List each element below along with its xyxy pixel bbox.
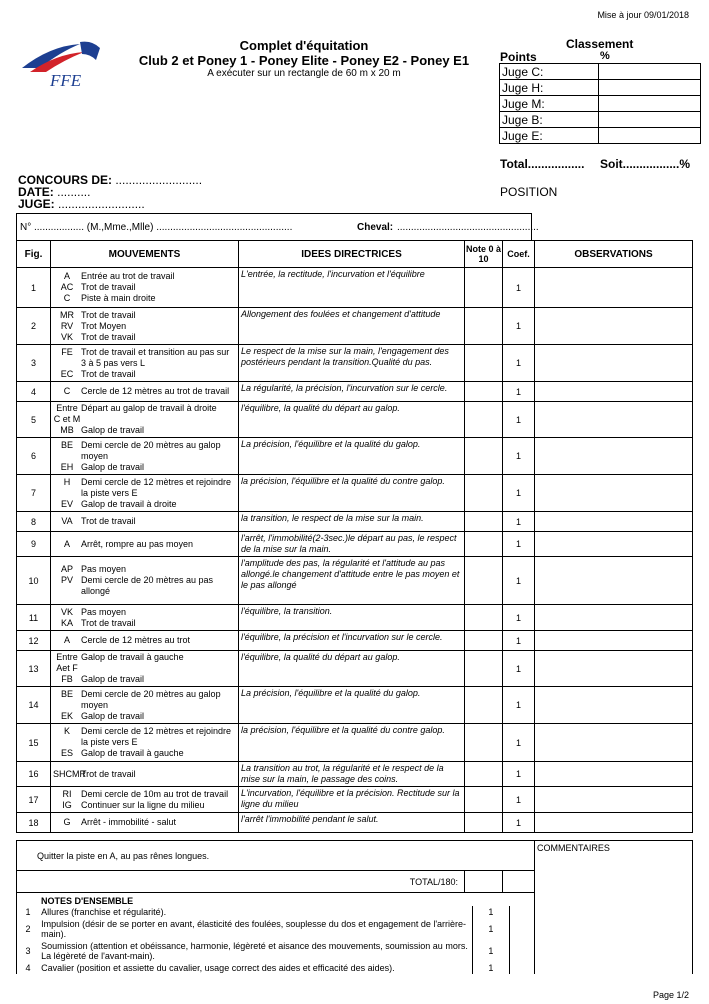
table-row xyxy=(17,345,693,382)
summary-table xyxy=(16,840,693,974)
coef-cell: 1 xyxy=(503,345,535,382)
observations-cell[interactable] xyxy=(535,557,693,605)
table-row xyxy=(17,402,693,438)
movement-text: Galop de travail à gauche xyxy=(81,748,184,758)
movement-cell xyxy=(51,631,239,651)
col-coef: Coef. xyxy=(503,241,535,268)
movement-letter: EV xyxy=(60,498,73,509)
idees-directrices: la transition, le respect de la mise sur la main. xyxy=(239,512,465,532)
movement-letter: MB xyxy=(60,425,74,435)
table-row xyxy=(17,813,693,833)
percent-label: % xyxy=(600,50,610,62)
movement-text: Demi cercle de 10m au trot de travail xyxy=(81,788,229,799)
page-number: Page 1/2 xyxy=(652,990,689,1000)
note-number: 2 xyxy=(25,924,31,934)
movement-letter: AC xyxy=(60,282,74,292)
movement-letter: MR xyxy=(60,309,74,320)
movement-text: Cercle de 12 mètres au trot xyxy=(81,635,191,645)
note-cell[interactable] xyxy=(465,475,503,512)
note-row xyxy=(17,962,534,974)
note-cell[interactable] xyxy=(465,512,503,532)
idees-directrices: La régularité, la précision, l'incurvation sur le cercle. xyxy=(239,382,465,402)
judge-label: Juge B: xyxy=(500,112,599,128)
fig-number: 14 xyxy=(17,687,51,724)
movement-letter: Entre Aet F xyxy=(56,652,78,673)
note-cell[interactable] xyxy=(465,724,503,762)
movement-letter: SHCMR xyxy=(53,768,86,779)
movement-letter: G xyxy=(63,817,71,827)
idees-directrices: la précision, l'équilibre et la qualité du contre galop. xyxy=(239,475,465,512)
note-coef: 1 xyxy=(472,906,510,918)
movement-text: Trot de travail xyxy=(81,368,136,379)
idees-directrices: L'entrée, la rectitude, l'incurvation et l'équilibre xyxy=(239,268,465,308)
judge-label: Juge E: xyxy=(500,128,599,144)
note-cell[interactable] xyxy=(465,382,503,402)
idees-directrices: la précision, l'équilibre et la qualité du contre galop. xyxy=(239,724,465,762)
note-number: 3 xyxy=(25,946,31,956)
movement-text: Continuer sur la ligne du milieu xyxy=(81,799,205,810)
note-score-cell[interactable] xyxy=(510,918,534,940)
col-mouvements: MOUVEMENTS xyxy=(51,241,239,268)
coef-cell: 1 xyxy=(503,631,535,651)
movement-text: Galop de travail à droite xyxy=(81,498,177,509)
fig-number: 1 xyxy=(17,268,51,308)
movement-text: Pas moyen xyxy=(81,606,127,617)
movement-cell xyxy=(51,787,239,813)
movement-text: Trot de travail xyxy=(81,768,136,779)
idees-directrices: L'incurvation, l'équilibre et la précision. Rectitude sur la ligne du milieu xyxy=(239,787,465,813)
notes-list xyxy=(17,906,534,974)
table-row xyxy=(17,651,693,687)
coef-cell: 1 xyxy=(503,557,535,605)
fig-number: 9 xyxy=(17,532,51,557)
idees-directrices: l'arrêt, l'immobilité(2-3sec.)le départ au pas, le respect de la mise sur la main. xyxy=(239,532,465,557)
table-row xyxy=(17,724,693,762)
movement-cell xyxy=(51,532,239,557)
juge-field: JUGE: .......................... xyxy=(18,197,145,211)
movement-letter: C xyxy=(63,293,71,303)
note-score-cell[interactable] xyxy=(510,962,534,974)
position-label: POSITION xyxy=(500,185,558,199)
note-text: Cavalier (position et assiette du cavalier, usage correct des aides et efficacité des aides). xyxy=(39,962,472,974)
movement-cell xyxy=(51,268,239,308)
movement-text: Galop de travail xyxy=(81,461,145,472)
coef-cell: 1 xyxy=(503,268,535,308)
coef-cell: 1 xyxy=(503,687,535,724)
movement-text: Demi cercle de 20 mètres au galop moyen xyxy=(81,439,221,461)
movement-letter: FB xyxy=(61,674,73,684)
movement-text: Trot de travail xyxy=(81,516,136,526)
movement-letter: A xyxy=(63,271,70,281)
fig-number: 5 xyxy=(17,402,51,438)
movement-cell xyxy=(51,651,239,687)
note-score-cell[interactable] xyxy=(510,906,534,918)
movement-letter: VK xyxy=(60,331,73,342)
table-row xyxy=(17,557,693,605)
movement-cell xyxy=(51,724,239,762)
total-note-cell[interactable] xyxy=(465,871,503,893)
note-cell[interactable] xyxy=(465,532,503,557)
idees-directrices: La précision, l'équilibre et la qualité du galop. xyxy=(239,438,465,475)
note-cell[interactable] xyxy=(465,762,503,787)
observations-cell[interactable] xyxy=(535,532,693,557)
rider-line xyxy=(16,213,539,241)
idees-directrices: l'équilibre, la qualité du départ au galop. xyxy=(239,651,465,687)
observations-cell[interactable] xyxy=(535,308,693,345)
note-cell[interactable] xyxy=(465,651,503,687)
idees-directrices: La précision, l'équilibre et la qualité du galop. xyxy=(239,687,465,724)
total-180-label: TOTAL/180: xyxy=(17,871,465,893)
idees-directrices: l'équilibre, la transition. xyxy=(239,605,465,631)
ffe-logo xyxy=(20,38,112,90)
movement-text: Départ au galop de travail à droite xyxy=(81,403,217,413)
fig-number: 3 xyxy=(17,345,51,382)
note-row xyxy=(17,918,534,940)
fig-number: 17 xyxy=(17,787,51,813)
coef-cell: 1 xyxy=(503,382,535,402)
fig-number: 18 xyxy=(17,813,51,833)
movement-text: Trot de travail xyxy=(81,331,136,342)
table-row xyxy=(17,308,693,345)
col-observations: OBSERVATIONS xyxy=(535,241,693,268)
movement-letter: BE xyxy=(60,688,73,699)
note-score-cell[interactable] xyxy=(510,940,534,962)
movement-text: Galop de travail xyxy=(81,674,145,684)
movement-letter: VK xyxy=(60,606,73,617)
note-cell[interactable] xyxy=(465,438,503,475)
table-row xyxy=(17,382,693,402)
coef-cell: 1 xyxy=(503,532,535,557)
movement-text: Demi cercle de 20 mètres au galop moyen xyxy=(81,688,221,710)
coef-cell: 1 xyxy=(503,605,535,631)
classement-label: Classement xyxy=(566,37,634,51)
judge-label: Juge C: xyxy=(500,64,599,80)
observations-cell[interactable] xyxy=(535,787,693,813)
movement-cell xyxy=(51,557,239,605)
movement-text: Demi cercle de 12 mètres et rejoindre la piste vers E xyxy=(81,476,232,498)
note-cell[interactable] xyxy=(465,557,503,605)
note-number: 4 xyxy=(25,963,31,973)
cheval-field: ................................................... xyxy=(397,222,539,233)
table-row xyxy=(17,631,693,651)
movement-text: Arrêt - immobilité - salut xyxy=(81,817,177,827)
note-row xyxy=(17,906,534,918)
note-cell[interactable] xyxy=(465,345,503,382)
table-row xyxy=(17,268,693,308)
idees-directrices: La transition au trot, la régularité et le respect de la mise sur la main, le passage des coins. xyxy=(239,762,465,787)
fig-number: 7 xyxy=(17,475,51,512)
note-cell[interactable] xyxy=(465,787,503,813)
fig-number: 2 xyxy=(17,308,51,345)
logo-text: FFE xyxy=(50,71,82,90)
idees-directrices: l'équilibre, la qualité du départ au galop. xyxy=(239,402,465,438)
movement-text: Pas moyen xyxy=(81,564,127,574)
movement-text: Trot de travail xyxy=(81,617,136,628)
idees-directrices: l'équilibre, la précision et l'incurvation sur le cercle. xyxy=(239,631,465,651)
notes-ensemble xyxy=(17,893,535,975)
movement-cell xyxy=(51,438,239,475)
fig-number: 13 xyxy=(17,651,51,687)
movement-letter: PV xyxy=(60,575,73,585)
coef-cell: 1 xyxy=(503,475,535,512)
table-row xyxy=(17,512,693,532)
movement-cell xyxy=(51,308,239,345)
observations-cell[interactable] xyxy=(535,724,693,762)
movement-letter: ES xyxy=(60,748,73,758)
coef-cell: 1 xyxy=(503,724,535,762)
title-arena: A exécuter sur un rectangle de 60 m x 20 m xyxy=(207,68,401,79)
movement-cell xyxy=(51,813,239,833)
idees-directrices: Le respect de la mise sur la main, l'engagement des postérieurs pendant la transition.Qualité du pas. xyxy=(239,345,465,382)
movement-text: Trot de travail et transition au pas sur 3 à 5 pas vers L xyxy=(81,346,230,368)
note-coef: 1 xyxy=(472,940,510,962)
fig-number: 12 xyxy=(17,631,51,651)
movement-text: Trot de travail xyxy=(81,282,136,292)
idees-directrices: l'amplitude des pas, la régularité et l'attitude au pas allongé.le changement d'attitude entre le pas moyen et le pas allongé xyxy=(239,557,465,605)
table-row xyxy=(17,687,693,724)
fig-number: 15 xyxy=(17,724,51,762)
fig-number: 16 xyxy=(17,762,51,787)
idees-directrices: Allongement des foulées et changement d'attitude xyxy=(239,308,465,345)
coef-cell: 1 xyxy=(503,651,535,687)
movement-cell xyxy=(51,345,239,382)
movement-text: Galop de travail xyxy=(81,710,145,721)
note-cell[interactable] xyxy=(465,813,503,833)
movement-text: Trot Moyen xyxy=(81,320,127,331)
movement-letter: EH xyxy=(60,461,74,472)
col-fig: Fig. xyxy=(17,241,51,268)
idees-directrices: l'arrêt l'immobilité pendant le salut. xyxy=(239,813,465,833)
movement-text: Demi cercle de 20 mètres au pas allongé xyxy=(81,575,214,596)
fig-number: 6 xyxy=(17,438,51,475)
coef-cell: 1 xyxy=(503,512,535,532)
col-idees: IDEES DIRECTRICES xyxy=(239,241,465,268)
fig-number: 11 xyxy=(17,605,51,631)
judge-score[interactable] xyxy=(599,112,701,128)
movement-cell xyxy=(51,402,239,438)
movement-text: Piste à main droite xyxy=(81,293,156,303)
soit-label: Soit.................% xyxy=(600,157,691,171)
observations-cell[interactable] xyxy=(535,512,693,532)
note-number: 1 xyxy=(25,907,31,917)
judge-label: Juge M: xyxy=(500,96,599,112)
total-label: Total................. xyxy=(500,157,585,171)
table-row xyxy=(17,787,693,813)
coef-cell: 1 xyxy=(503,787,535,813)
observations-cell[interactable] xyxy=(535,605,693,631)
movement-letter: VA xyxy=(61,516,73,526)
table-row xyxy=(17,532,693,557)
movement-letter: AP xyxy=(60,564,73,574)
observations-cell[interactable] xyxy=(535,382,693,402)
movement-text: Cercle de 12 mètres au trot de travail xyxy=(81,386,230,396)
movement-letter: RV xyxy=(60,320,74,331)
note-cell[interactable] xyxy=(465,605,503,631)
comments-label: COMMENTAIRES xyxy=(537,843,610,853)
title-main: Complet d'équitation xyxy=(239,38,369,53)
movement-text: Entrée au trot de travail xyxy=(81,271,175,281)
fig-number: 8 xyxy=(17,512,51,532)
movement-text: Galop de travail xyxy=(81,425,145,435)
note-coef: 1 xyxy=(472,962,510,974)
judge-score[interactable] xyxy=(599,128,701,144)
movements-table xyxy=(16,240,693,833)
movement-letter: K xyxy=(63,726,70,736)
movement-letter: EK xyxy=(60,710,73,721)
observations-cell[interactable] xyxy=(535,762,693,787)
movement-text: Galop de travail à gauche xyxy=(81,652,184,662)
note-text: Impulsion (désir de se porter en avant, élasticité des foulées, souplesse du dos et engagement de l'arrière-main). xyxy=(39,918,472,940)
fig-number: 10 xyxy=(17,557,51,605)
observations-cell[interactable] xyxy=(535,402,693,438)
observations-cell[interactable] xyxy=(535,345,693,382)
observations-cell[interactable] xyxy=(535,813,693,833)
note-coef: 1 xyxy=(472,918,510,940)
note-cell[interactable] xyxy=(465,268,503,308)
movement-cell xyxy=(51,382,239,402)
note-row xyxy=(17,940,534,962)
observations-cell[interactable] xyxy=(535,631,693,651)
table-row xyxy=(17,475,693,512)
coef-cell: 1 xyxy=(503,308,535,345)
observations-cell[interactable] xyxy=(535,268,693,308)
coef-cell: 1 xyxy=(503,438,535,475)
movement-letter: A xyxy=(63,635,70,645)
quit-instruction: Quitter la piste en A, au pas rênes longues. xyxy=(17,841,535,871)
judges-table xyxy=(499,63,701,144)
date-field: DATE: .......... xyxy=(18,185,91,199)
table-row xyxy=(17,762,693,787)
movement-letter: BE xyxy=(60,439,73,450)
movement-cell xyxy=(51,687,239,724)
judge-score[interactable] xyxy=(599,80,701,96)
movement-letter: EC xyxy=(60,368,74,379)
movement-letter: IG xyxy=(62,799,72,810)
movement-text: Trot de travail xyxy=(81,309,136,320)
notes-title: NOTES D'ENSEMBLE xyxy=(41,896,134,906)
coef-cell: 1 xyxy=(503,813,535,833)
col-note: Note 0 à 10 xyxy=(465,241,503,268)
judge-score[interactable] xyxy=(599,64,701,80)
movement-cell xyxy=(51,512,239,532)
observations-cell[interactable] xyxy=(535,687,693,724)
movement-text: Arrêt, rompre au pas moyen xyxy=(81,538,194,549)
observations-cell[interactable] xyxy=(535,475,693,512)
note-text: Soumission (attention et obéissance, harmonie, légèreté et aisance des mouvements, soumission au mors. La légèreté de l'avant-main). xyxy=(39,940,472,962)
movement-letter: KA xyxy=(60,617,73,628)
table-row xyxy=(17,605,693,631)
rider-field: N° .................. (M.,Mme.,Mlle) ................................................. xyxy=(20,222,293,233)
title-sub: Club 2 et Poney 1 - Poney Elite - Poney E2 - Poney E1 xyxy=(138,53,470,68)
movement-letter: FE xyxy=(61,346,73,357)
table-row xyxy=(17,438,693,475)
movement-text: Demi cercle de 12 mètres et rejoindre la piste vers E xyxy=(81,726,232,747)
note-cell[interactable] xyxy=(465,402,503,438)
observations-cell[interactable] xyxy=(535,651,693,687)
judge-score[interactable] xyxy=(599,96,701,112)
cheval-label: Cheval: xyxy=(357,222,394,233)
movement-cell xyxy=(51,605,239,631)
movement-cell xyxy=(51,762,239,787)
points-label: Points xyxy=(500,50,537,64)
movement-letter: Entre C et M xyxy=(53,403,81,424)
judge-label: Juge H: xyxy=(500,80,599,96)
note-text: Allures (franchise et régularité). xyxy=(39,906,472,918)
comments-box[interactable] xyxy=(535,841,693,975)
coef-cell: 1 xyxy=(503,402,535,438)
movement-cell xyxy=(51,475,239,512)
note-cell[interactable] xyxy=(465,308,503,345)
coef-cell: 1 xyxy=(503,762,535,787)
movement-letter: A xyxy=(63,538,70,549)
note-cell[interactable] xyxy=(465,687,503,724)
update-date: Mise à jour 09/01/2018 xyxy=(597,10,689,20)
movement-letter: C xyxy=(63,386,71,396)
movement-letter: H xyxy=(63,476,71,487)
observations-cell[interactable] xyxy=(535,438,693,475)
fig-number: 4 xyxy=(17,382,51,402)
movement-letter: RI xyxy=(62,788,72,799)
concours-field: CONCOURS DE: .......................... xyxy=(18,173,203,187)
note-cell[interactable] xyxy=(465,631,503,651)
